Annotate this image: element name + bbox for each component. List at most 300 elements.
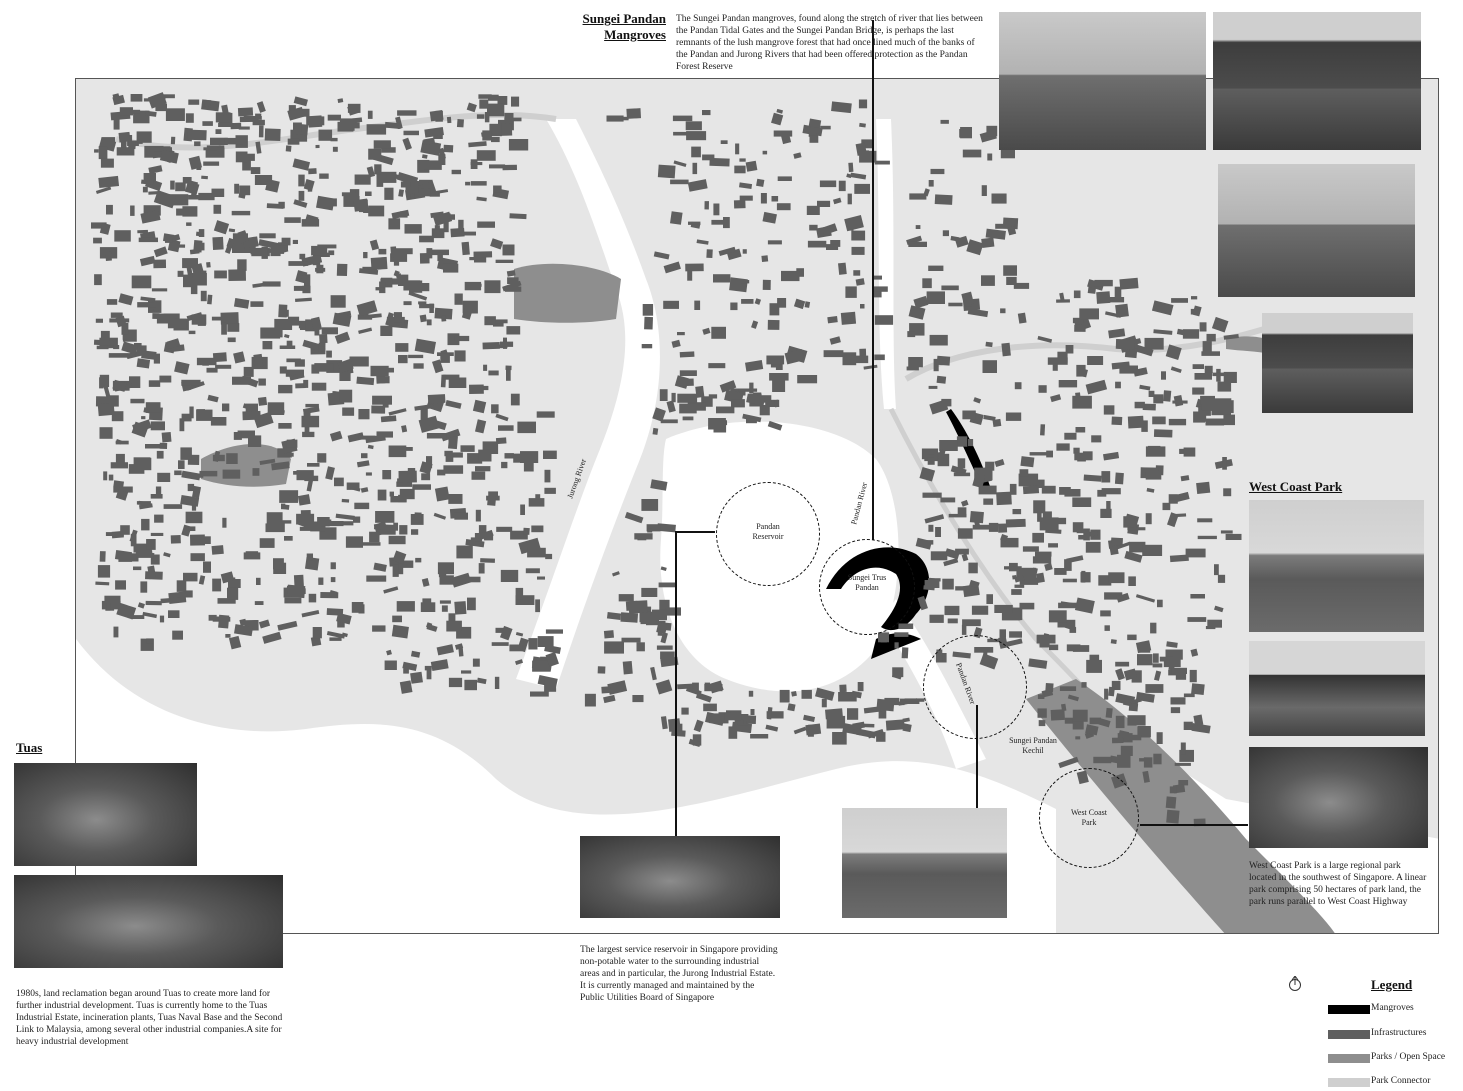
building-footprint: [101, 331, 110, 342]
building-footprint: [336, 514, 355, 520]
building-footprint: [1070, 627, 1077, 633]
building-footprint: [99, 146, 108, 159]
sungei-pandan-heading: Sungei Pandan Mangroves: [582, 11, 666, 42]
building-footprint: [1001, 150, 1015, 158]
building-footprint: [688, 179, 708, 192]
building-footprint: [642, 344, 653, 348]
building-footprint: [1184, 448, 1196, 457]
building-footprint: [377, 376, 389, 383]
building-footprint: [435, 486, 450, 501]
building-footprint: [875, 161, 890, 165]
building-footprint: [940, 498, 955, 503]
building-footprint: [1119, 278, 1138, 290]
building-footprint: [382, 470, 391, 479]
building-footprint: [777, 298, 786, 308]
building-footprint: [1094, 280, 1112, 286]
building-footprint: [329, 637, 341, 641]
building-footprint: [401, 425, 407, 432]
building-footprint: [827, 316, 837, 323]
building-footprint: [1108, 572, 1124, 583]
building-footprint: [1054, 568, 1066, 575]
building-footprint: [1212, 373, 1227, 377]
building-footprint: [284, 598, 301, 604]
building-footprint: [982, 185, 987, 196]
building-footprint: [383, 400, 389, 407]
building-footprint: [1049, 645, 1058, 651]
building-footprint: [1072, 497, 1091, 507]
sungei-trus-pandan-label: Sungei Trus Pandan: [847, 573, 887, 592]
building-footprint: [426, 456, 432, 468]
building-footprint: [1009, 631, 1022, 637]
building-footprint: [207, 395, 218, 403]
building-footprint: [234, 432, 242, 440]
building-footprint: [152, 96, 166, 105]
building-footprint: [1191, 649, 1199, 657]
building-footprint: [357, 460, 370, 467]
building-footprint: [704, 201, 709, 209]
building-footprint: [1081, 682, 1086, 688]
building-footprint: [103, 471, 107, 480]
building-footprint: [468, 141, 487, 147]
building-footprint: [958, 528, 973, 538]
building-footprint: [484, 316, 496, 325]
building-footprint: [1153, 653, 1159, 662]
building-footprint: [1076, 427, 1086, 433]
building-footprint: [1196, 482, 1210, 494]
building-footprint: [860, 304, 865, 309]
building-footprint: [484, 280, 500, 293]
building-footprint: [463, 232, 476, 236]
building-footprint: [120, 107, 133, 115]
building-footprint: [702, 110, 711, 115]
building-footprint: [211, 417, 227, 426]
building-footprint: [832, 732, 847, 745]
building-footprint: [366, 576, 386, 582]
building-footprint: [379, 249, 387, 255]
building-footprint: [939, 440, 958, 451]
building-footprint: [171, 535, 181, 544]
park-connector-swatch: [1328, 1078, 1370, 1087]
building-footprint: [397, 478, 404, 483]
building-footprint: [218, 615, 229, 629]
building-footprint: [531, 526, 543, 533]
building-footprint: [931, 551, 948, 560]
building-footprint: [447, 117, 452, 123]
building-footprint: [1042, 486, 1056, 494]
building-footprint: [98, 565, 110, 578]
building-footprint: [845, 286, 856, 298]
building-footprint: [501, 570, 518, 582]
building-footprint: [477, 114, 485, 119]
building-footprint: [399, 525, 407, 534]
building-footprint: [331, 562, 336, 569]
building-footprint: [739, 182, 752, 189]
building-footprint: [304, 411, 311, 417]
building-footprint: [697, 239, 709, 244]
building-footprint: [1072, 396, 1092, 409]
building-footprint: [537, 411, 555, 417]
building-footprint: [824, 350, 844, 357]
building-footprint: [445, 400, 461, 409]
building-footprint: [142, 612, 157, 618]
building-footprint: [833, 198, 842, 205]
building-footprint: [625, 512, 644, 523]
building-footprint: [545, 470, 551, 483]
legend-label: Park Connector: [1371, 1076, 1431, 1086]
building-footprint: [303, 380, 308, 388]
building-footprint: [171, 137, 175, 145]
building-footprint: [209, 615, 217, 621]
building-footprint: [194, 141, 200, 146]
building-footprint: [706, 249, 712, 258]
building-footprint: [328, 250, 334, 255]
building-footprint: [664, 261, 681, 273]
building-footprint: [1184, 694, 1195, 698]
building-footprint: [395, 343, 408, 352]
building-footprint: [339, 390, 352, 403]
building-footprint: [647, 528, 652, 532]
building-footprint: [1106, 501, 1110, 509]
building-footprint: [137, 131, 152, 142]
building-footprint: [500, 342, 513, 347]
building-footprint: [362, 542, 380, 546]
building-footprint: [367, 124, 387, 134]
building-footprint: [1116, 339, 1135, 349]
building-footprint: [471, 162, 483, 165]
building-footprint: [212, 237, 223, 250]
building-footprint: [659, 583, 677, 588]
building-footprint: [1112, 738, 1123, 744]
building-footprint: [1048, 543, 1058, 547]
building-footprint: [176, 209, 190, 216]
building-footprint: [672, 393, 676, 402]
building-footprint: [496, 437, 507, 444]
building-footprint: [159, 376, 171, 383]
building-footprint: [397, 110, 416, 115]
building-footprint: [751, 709, 755, 715]
building-footprint: [686, 121, 702, 130]
building-footprint: [246, 118, 257, 121]
building-footprint: [455, 350, 466, 361]
building-footprint: [181, 380, 200, 386]
building-footprint: [268, 330, 283, 338]
building-footprint: [1212, 405, 1232, 415]
building-footprint: [652, 610, 667, 621]
building-footprint: [1172, 668, 1187, 674]
building-footprint: [178, 271, 184, 277]
building-footprint: [930, 615, 944, 623]
mangrove-river-photo-2: [1213, 12, 1421, 150]
building-footprint: [1129, 703, 1138, 712]
building-footprint: [331, 295, 346, 308]
building-footprint: [100, 427, 113, 439]
building-footprint: [506, 326, 520, 334]
building-footprint: [1153, 663, 1163, 667]
west-coast-park-leader: [1140, 824, 1248, 826]
building-footprint: [1040, 424, 1045, 435]
building-footprint: [931, 169, 945, 174]
building-footprint: [1175, 763, 1191, 766]
building-footprint: [803, 715, 815, 722]
building-footprint: [680, 351, 695, 357]
building-footprint: [1214, 606, 1224, 613]
building-footprint: [511, 394, 520, 406]
building-footprint: [1214, 564, 1219, 575]
building-footprint: [116, 454, 125, 464]
building-footprint: [1218, 575, 1225, 583]
building-footprint: [505, 113, 514, 121]
building-footprint: [853, 270, 860, 276]
building-footprint: [1128, 416, 1144, 429]
building-footprint: [962, 411, 975, 420]
building-footprint: [746, 419, 757, 424]
building-footprint: [709, 394, 717, 398]
building-footprint: [294, 96, 308, 106]
building-footprint: [93, 238, 102, 244]
building-footprint: [544, 488, 556, 494]
building-footprint: [412, 484, 431, 490]
building-footprint: [929, 180, 934, 187]
building-footprint: [461, 670, 471, 673]
building-footprint: [850, 173, 866, 180]
building-footprint: [485, 112, 490, 122]
building-footprint: [1218, 382, 1232, 392]
building-footprint: [516, 588, 524, 600]
building-footprint: [1001, 343, 1010, 357]
building-footprint: [175, 182, 186, 191]
building-footprint: [520, 451, 538, 463]
reservoir-leader-horizontal: [675, 531, 715, 533]
building-footprint: [721, 140, 728, 144]
building-footprint: [265, 128, 281, 141]
building-footprint: [1170, 786, 1177, 793]
building-footprint: [228, 269, 246, 281]
building-footprint: [1164, 659, 1181, 667]
building-footprint: [756, 179, 764, 187]
building-footprint: [472, 472, 486, 480]
building-footprint: [298, 175, 304, 187]
building-footprint: [280, 366, 287, 373]
building-footprint: [177, 580, 187, 592]
building-footprint: [214, 220, 229, 234]
building-footprint: [973, 397, 981, 403]
building-footprint: [234, 184, 239, 194]
building-footprint: [278, 304, 287, 317]
building-footprint: [517, 422, 536, 434]
building-footprint: [1093, 757, 1111, 763]
building-footprint: [1015, 382, 1022, 389]
building-footprint: [1105, 625, 1110, 631]
building-footprint: [372, 625, 385, 631]
legend-title: Legend: [1371, 977, 1413, 992]
building-footprint: [358, 409, 369, 419]
building-footprint: [498, 96, 508, 105]
building-footprint: [203, 562, 211, 573]
building-footprint: [749, 691, 753, 697]
building-footprint: [143, 187, 148, 193]
building-footprint: [307, 480, 313, 492]
building-footprint: [380, 326, 392, 336]
building-footprint: [183, 275, 192, 288]
building-footprint: [389, 446, 407, 458]
building-footprint: [449, 678, 462, 687]
building-footprint: [543, 451, 557, 459]
building-footprint: [278, 423, 291, 429]
building-footprint: [909, 193, 926, 199]
building-footprint: [363, 252, 367, 258]
building-footprint: [1030, 452, 1048, 455]
building-footprint: [319, 343, 326, 352]
building-footprint: [204, 100, 211, 107]
building-footprint: [743, 249, 747, 254]
building-footprint: [954, 473, 970, 477]
building-footprint: [133, 567, 141, 571]
building-footprint: [370, 239, 379, 250]
building-footprint: [337, 264, 348, 276]
building-footprint: [1163, 503, 1171, 510]
building-footprint: [1184, 722, 1193, 730]
building-footprint: [286, 145, 292, 151]
building-footprint: [771, 364, 780, 368]
building-footprint: [1222, 457, 1227, 470]
building-footprint: [948, 303, 962, 307]
building-footprint: [377, 431, 394, 437]
building-footprint: [97, 346, 109, 350]
building-footprint: [394, 312, 402, 322]
building-footprint: [316, 265, 323, 274]
building-footprint: [498, 425, 514, 431]
building-footprint: [995, 459, 1005, 467]
building-footprint: [160, 616, 164, 623]
building-footprint: [234, 298, 249, 309]
building-footprint: [309, 594, 317, 603]
building-footprint: [114, 230, 131, 241]
building-footprint: [157, 473, 170, 482]
building-footprint: [462, 242, 470, 255]
building-footprint: [392, 625, 409, 639]
building-footprint: [809, 225, 817, 231]
building-footprint: [487, 104, 504, 117]
building-footprint: [1152, 417, 1166, 425]
building-footprint: [902, 723, 911, 732]
building-footprint: [358, 328, 372, 334]
building-footprint: [1183, 329, 1199, 339]
building-footprint: [958, 458, 966, 468]
building-footprint: [1171, 707, 1180, 713]
building-footprint: [248, 435, 261, 447]
building-footprint: [464, 680, 477, 690]
building-footprint: [426, 248, 432, 258]
building-footprint: [713, 274, 730, 282]
building-footprint: [465, 282, 481, 290]
building-footprint: [1153, 329, 1172, 335]
building-footprint: [1139, 385, 1150, 391]
building-footprint: [1157, 732, 1163, 744]
building-footprint: [94, 274, 102, 285]
building-footprint: [1010, 484, 1017, 495]
building-footprint: [777, 203, 791, 210]
building-footprint: [691, 147, 701, 158]
building-footprint: [755, 298, 761, 305]
building-footprint: [400, 680, 413, 693]
building-footprint: [252, 282, 270, 288]
building-footprint: [112, 411, 124, 421]
building-footprint: [763, 151, 768, 155]
building-footprint: [856, 278, 865, 286]
building-footprint: [1037, 511, 1042, 522]
building-footprint: [820, 181, 836, 188]
building-footprint: [236, 152, 248, 163]
building-footprint: [713, 204, 719, 216]
building-footprint: [526, 568, 540, 573]
building-footprint: [1075, 598, 1095, 614]
building-footprint: [805, 301, 811, 308]
building-footprint: [1200, 322, 1207, 331]
building-footprint: [656, 679, 673, 694]
building-footprint: [368, 111, 373, 119]
building-footprint: [538, 636, 554, 647]
building-footprint: [929, 399, 948, 414]
building-footprint: [1191, 309, 1199, 315]
building-footprint: [673, 116, 692, 122]
building-footprint: [516, 632, 523, 637]
building-footprint: [839, 181, 846, 191]
building-footprint: [762, 212, 776, 224]
building-footprint: [435, 225, 440, 232]
building-footprint: [1074, 291, 1081, 299]
building-footprint: [603, 695, 615, 703]
building-footprint: [203, 147, 217, 150]
building-footprint: [180, 447, 192, 460]
building-footprint: [222, 518, 226, 528]
building-footprint: [152, 288, 167, 291]
building-footprint: [427, 319, 432, 325]
building-footprint: [292, 158, 310, 170]
west-coast-aerial-photo: [1249, 747, 1428, 848]
building-footprint: [484, 534, 493, 541]
building-footprint: [389, 408, 407, 416]
building-footprint: [186, 512, 203, 524]
building-footprint: [913, 296, 928, 309]
building-footprint: [113, 345, 119, 349]
building-footprint: [496, 527, 512, 532]
building-footprint: [318, 578, 323, 585]
building-footprint: [694, 720, 704, 733]
building-footprint: [1065, 718, 1074, 724]
building-footprint: [973, 525, 990, 530]
building-footprint: [1086, 380, 1107, 395]
building-footprint: [703, 704, 717, 712]
building-footprint: [366, 472, 372, 475]
sungei-pandan-leader-line: [872, 20, 874, 540]
building-footprint: [467, 598, 476, 611]
building-footprint: [658, 632, 663, 636]
building-footprint: [146, 601, 162, 605]
building-footprint: [1190, 670, 1197, 682]
building-footprint: [101, 137, 115, 146]
building-footprint: [998, 523, 1007, 532]
building-footprint: [431, 659, 449, 671]
building-footprint: [443, 145, 453, 153]
building-footprint: [1127, 635, 1136, 641]
building-footprint: [457, 119, 464, 127]
building-footprint: [352, 602, 364, 613]
building-footprint: [1033, 556, 1051, 563]
building-footprint: [1073, 645, 1089, 652]
building-footprint: [196, 232, 202, 237]
building-footprint: [465, 182, 470, 186]
building-footprint: [207, 295, 212, 305]
